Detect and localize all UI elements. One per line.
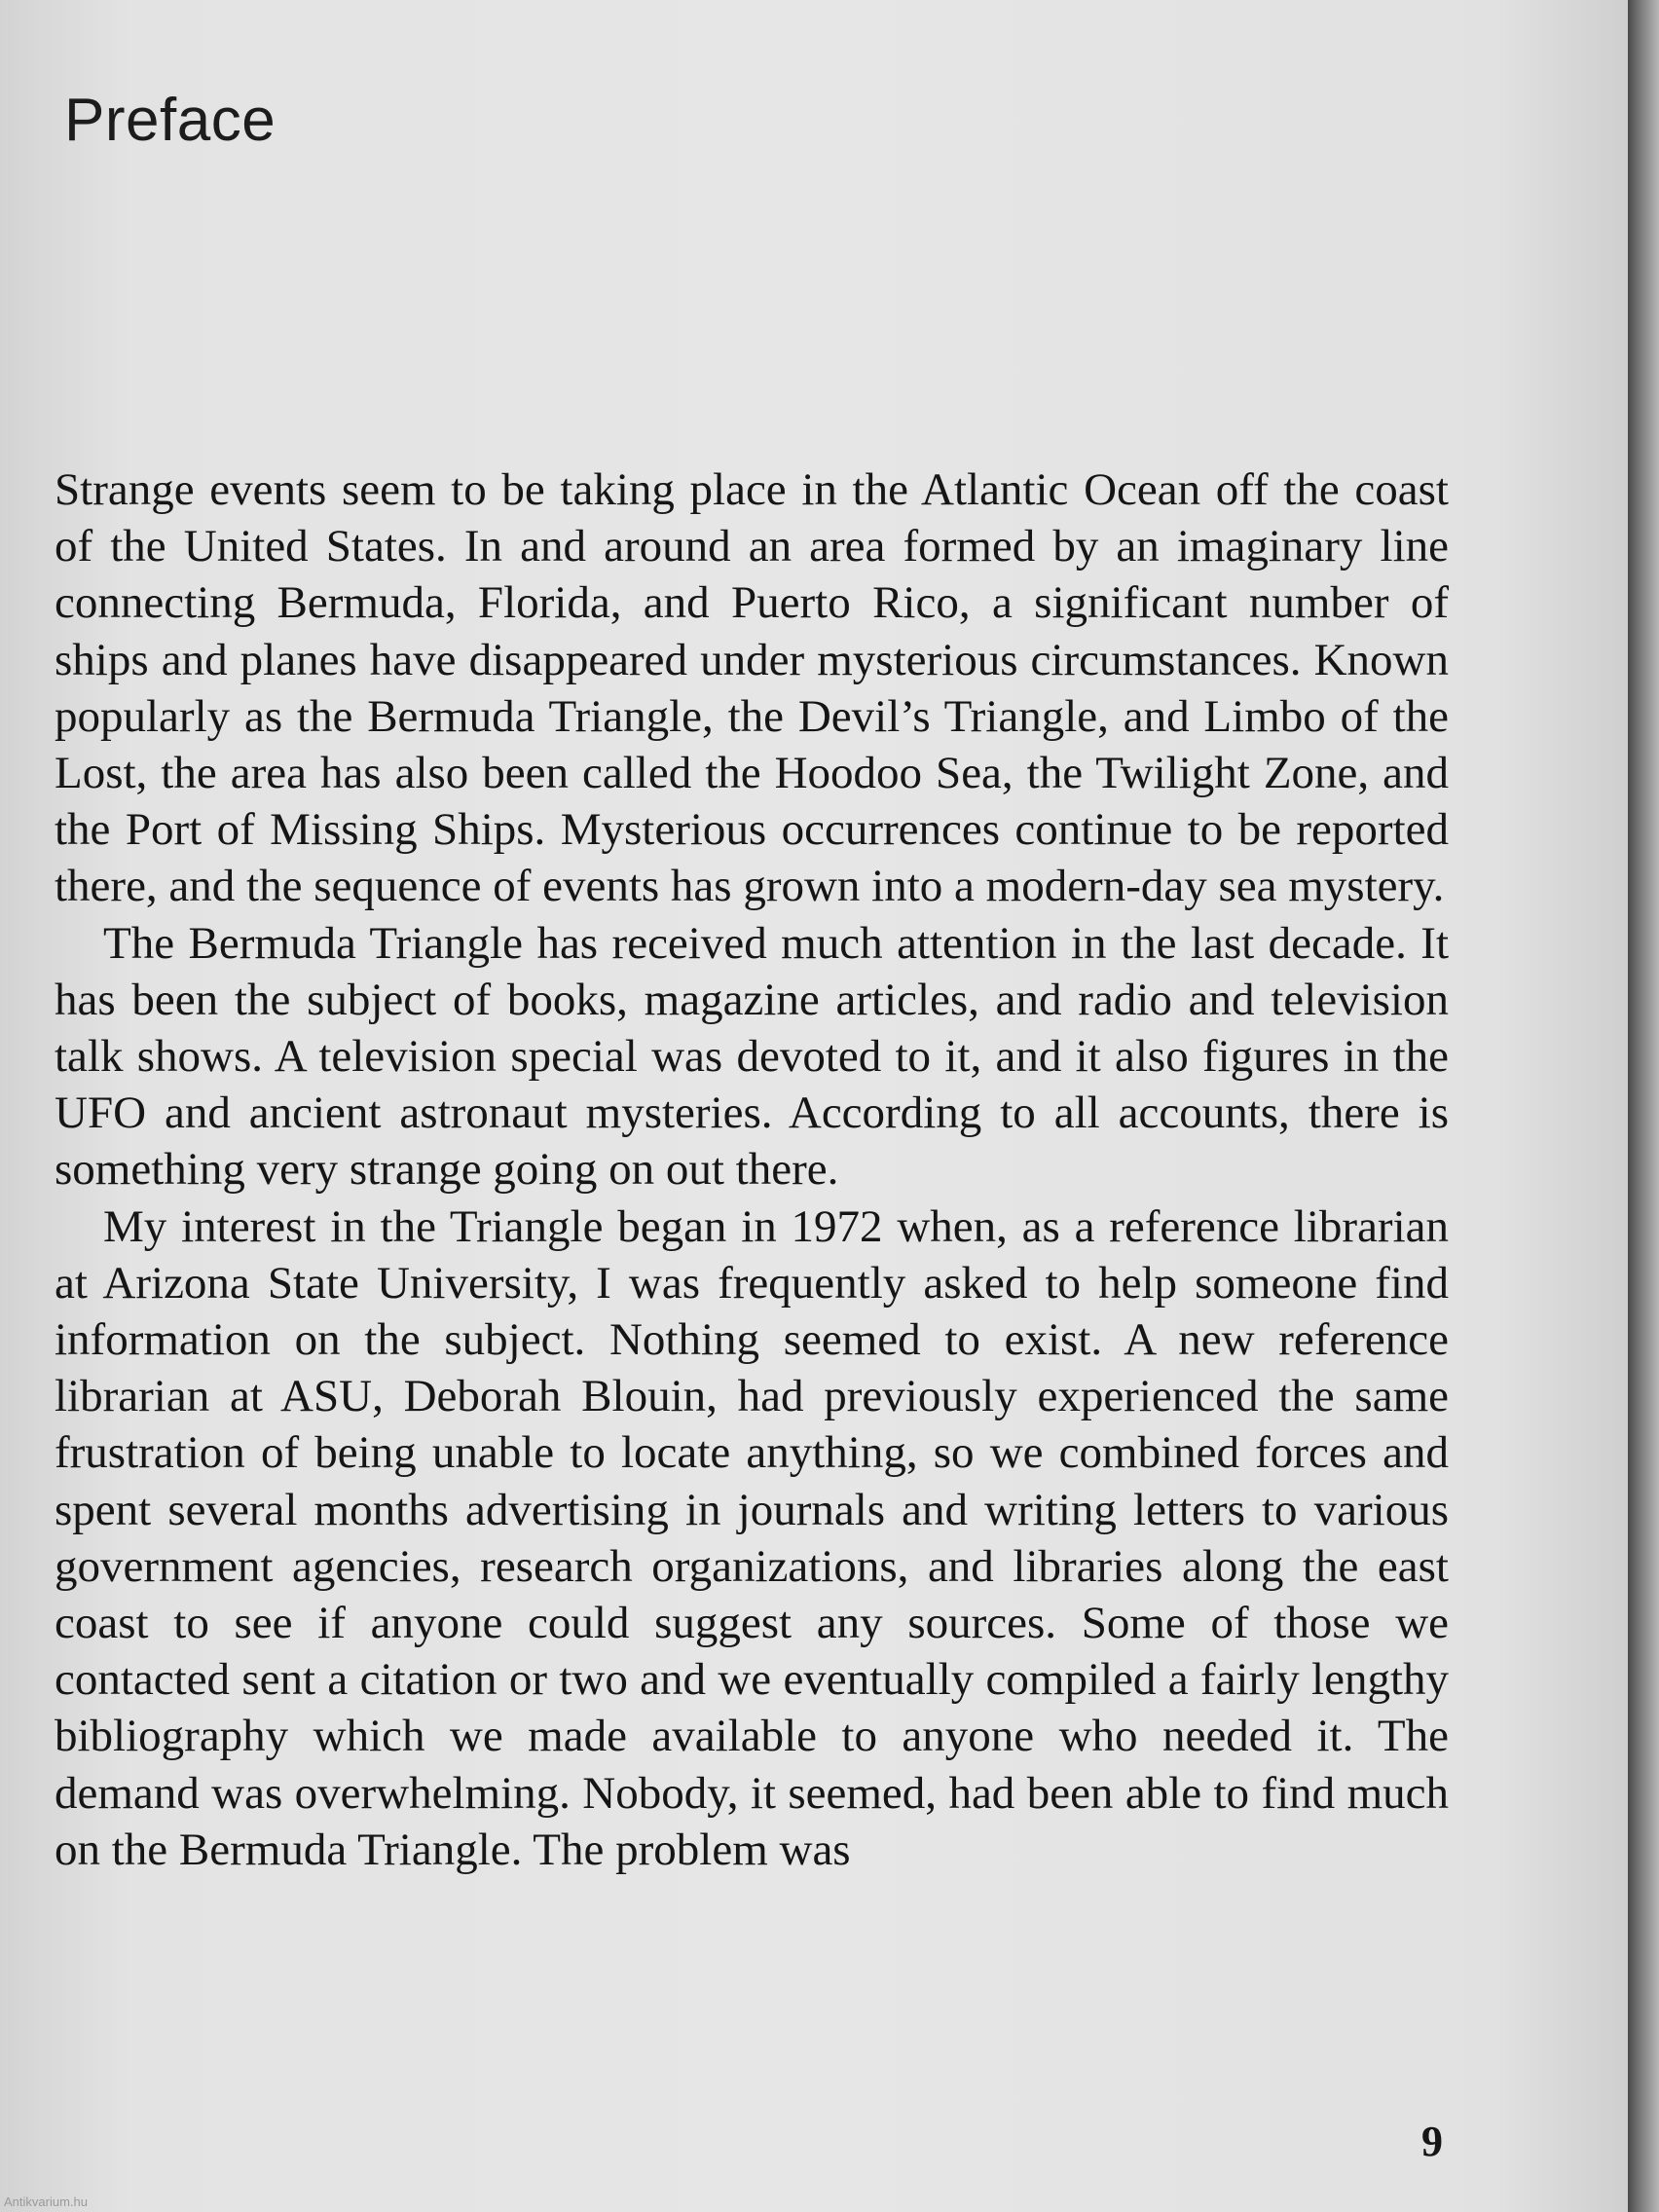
paragraph-3: My interest in the Triangle began in 1972 when, as a reference librarian at Arizona State University, I was frequently asked to help someone find information on the subject. Nothing seemed to exist. A new reference librarian at ASU, Deborah Blouin, had previously experienced the same frustration of being unable to locate anything, so we combined forces and spent several months advertising in journals and writing letters to various government agencies, research organizations, and libraries along the east coast to see if anyone could suggest any sources. Some of those we contacted sent a citation or two and we eventually compiled a fairly lengthy bibliography which we made available to anyone who needed it. The demand was overwhelming. Nobody, it seemed, had been able to find much on the Bermuda Triangle. The problem was: [55, 1200, 1449, 1875]
page-number: 9: [1421, 2118, 1443, 2165]
chapter-heading: Preface: [64, 87, 276, 154]
paragraph-1: Strange events seem to be taking place in the Atlantic Ocean off the coast of the United States. In and around an area formed by an imaginary line connecting Bermuda, Florida, and Puerto Rico, a significant number of ships and planes have disappeared under mysterious circumstances. Known popularly as the Bermuda Triangle, the Devil’s Triangle, and Limbo of the Lost, the area has also been called the Hoodoo Sea, the Twilight Zone, and the Port of Missing Ships. Mysterious occurrences continue to be reported there, and the sequence of events has grown into a modern-day sea mystery.: [55, 464, 1449, 912]
body-text: [55, 461, 1449, 1878]
watermark: Antikvarium.hu: [4, 2194, 88, 2209]
page-edge: [1628, 0, 1659, 2212]
paragraph-2: The Bermuda Triangle has received much attention in the last decade. It has been the subject of books, magazine articles, and radio and television talk shows. A television special was devoted to it, and it also figures in the UFO and ancient astronaut mysteries. According to all accounts, there is something very strange going on out there.: [55, 917, 1449, 1196]
